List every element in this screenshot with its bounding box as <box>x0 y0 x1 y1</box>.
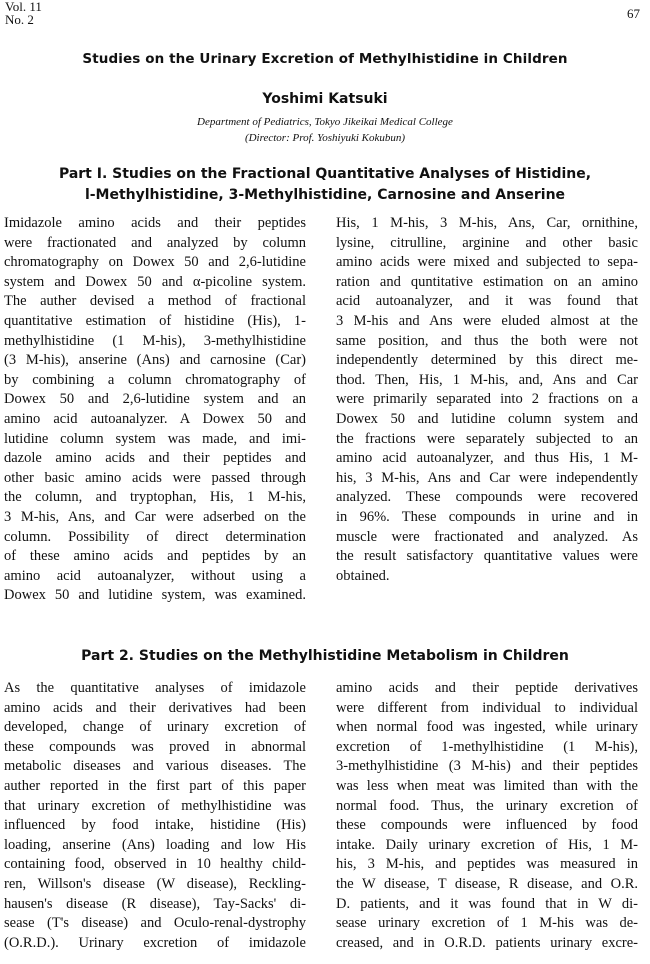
page-number: 67 <box>627 6 640 21</box>
text-line: developed, change of urinary excretion of <box>4 719 306 736</box>
text-line: other basic amino acids were passed through <box>4 469 306 486</box>
text-line: chromatography on Dowex 50 and 2,6-lutidine <box>4 254 306 271</box>
text-line: thod. Then, His, 1 M-his, and, Ans and Car <box>336 371 638 388</box>
part1-heading <box>0 164 650 206</box>
text-line: that urinary excretion of methylhistidine was <box>4 797 306 814</box>
text-line: methylhistidine (1 M-his), 3-methylhistidine <box>4 332 306 349</box>
text-line: same position, and thus the both were not <box>336 332 638 349</box>
text-line: by combining a column chromatography of <box>4 371 306 388</box>
text-line: column. Possibility of direct determination <box>4 528 306 545</box>
part1-left-column <box>4 214 306 606</box>
text-line: Dowex 50 and 2,6-lutidine system and an <box>4 391 306 408</box>
text-line: Dowex 50 and lutidine column system and <box>336 410 638 427</box>
text-line: normal food. Thus, the urinary excretion of <box>336 797 638 814</box>
text-line: His, 1 M-his, 3 M-his, Ans, Car, ornithine, <box>336 215 638 231</box>
text-line: system and Dowex 50 and α-picoline system. <box>4 273 306 290</box>
journal-volume-issue <box>5 0 42 26</box>
text-line: acid autoanalyzer, and it was found that <box>336 293 638 310</box>
text-line: As the quantitative analyses of imidazole <box>4 680 306 696</box>
text-line: these compounds was proved in abnormal <box>4 738 306 755</box>
text-line: amino acids were mixed and subjected to sepa- <box>336 254 638 271</box>
text-line: were primarily separated into 2 fractions on a <box>336 391 638 408</box>
text-line: ren, Willson's disease (W disease), Reckling- <box>4 875 306 892</box>
text-line: his, 3 M-his, Ans and Car were independently <box>336 469 638 486</box>
text-line: excretion of 1-methylhistidine (1 M-his), <box>336 738 638 755</box>
text-line: 3 M-his and Ans were eluded almost at the <box>336 312 638 329</box>
department-line: Department of Pediatrics, Tokyo Jikeikai Medical College <box>197 116 453 128</box>
text-line: were different from individual to individual <box>336 699 638 716</box>
text-line: loading, anserine (Ans) loading and low His <box>4 836 306 853</box>
text-line: sease urinary excretion of 1 M-his was de- <box>336 915 638 932</box>
text-line: analyzed. These compounds were recovered <box>336 489 638 506</box>
text-line: (3 M-his), anserine (Ans) and carnosine (Car) <box>4 352 306 369</box>
part1-heading-line2: l-Methylhistidine, 3-Methylhistidine, Carnosine and Anserine <box>84 187 566 203</box>
text-line: containing food, observed in 10 healthy child- <box>4 856 306 873</box>
text-line: muscle were fractionated and analyzed. As <box>336 528 638 545</box>
text-line: The auther devised a method of fractional <box>4 293 306 310</box>
text-line: ration and quntitative estimation on an amino <box>336 273 638 290</box>
text-line: obtained. <box>336 567 390 584</box>
director-line: (Director: Prof. Yoshiyuki Kokubun) <box>244 132 406 144</box>
text-line: amino acid autoanalyzer, without using a <box>4 567 306 584</box>
article-title: Studies on the Urinary Excretion of Methylhistidine in Children <box>82 51 568 67</box>
text-line: intake. Daily urinary excretion of His, 1 M- <box>336 836 638 853</box>
text-line: hausen's disease (R disease), Tay-Sacks' di- <box>4 895 306 912</box>
text-line: these compounds were influenced by food <box>336 817 638 834</box>
text-line: D. patients, and it was found that in W di- <box>336 895 638 912</box>
issue-label: No. 2 <box>5 12 34 27</box>
text-line: lutidine column system was made, and imi- <box>4 430 306 447</box>
text-line: 3-methylhistidine (3 M-his) and their peptides <box>336 758 638 775</box>
part2-right-column <box>336 679 638 953</box>
author-name: Yoshimi Katsuki <box>262 91 388 107</box>
text-line: was less when meat was limited than with the <box>336 777 638 794</box>
text-line: the result satisfactory quantitative values were <box>336 548 638 565</box>
text-line: the column, and tryptophan, His, 1 M-his, <box>4 489 306 506</box>
text-line: 3 M-his, Ans, and Car were adserbed on the <box>4 508 306 525</box>
text-line: amino acid autoanalyzer, and thus His, 1 M- <box>336 450 638 467</box>
text-line: dazole amino acids and their peptides and <box>4 450 306 467</box>
text-line: the fractions were separately subjected to an <box>336 430 638 447</box>
text-line: independently determined by this direct me- <box>336 352 638 369</box>
text-line: his, 3 M-his, and peptides was measured in <box>336 856 638 873</box>
volume-label: Vol. 11 <box>5 0 42 14</box>
text-line: in 96%. These compounds in urine and in <box>336 508 638 525</box>
text-line: amino acid autoanalyzer. A Dowex 50 and <box>4 410 306 427</box>
part2-left-column <box>4 679 306 953</box>
text-line: quantitative estimation of histidine (His), 1- <box>4 312 306 329</box>
text-line: creased, and in O.R.D. patients urinary excre- <box>336 934 638 951</box>
text-line: were fractionated and analyzed by column <box>4 234 306 251</box>
text-line: Dowex 50 and lutidine system, was examined. <box>4 587 306 604</box>
text-line: when normal food was ingested, while urinary <box>336 719 638 736</box>
part1-heading-line1: Part I. Studies on the Fractional Quantitative Analyses of Histidine, <box>58 166 592 182</box>
text-line: (O.R.D.). Urinary excretion of imidazole <box>4 934 306 951</box>
text-line: metabolic diseases and various diseases. The <box>4 758 306 775</box>
part1-right-column <box>336 214 638 586</box>
text-line: influenced by food intake, histidine (His) <box>4 817 306 834</box>
text-line: amino acids and their peptide derivatives <box>336 680 638 696</box>
part2-heading: Part 2. Studies on the Methylhistidine Metabolism in Children <box>81 648 569 664</box>
text-line: Imidazole amino acids and their peptides <box>4 215 306 231</box>
text-line: the W disease, T disease, R disease, and O.R. <box>336 875 638 892</box>
affiliation <box>0 114 650 146</box>
text-line: of these amino acids and peptides by an <box>4 548 306 565</box>
text-line: amino acids and their derivatives had been <box>4 699 306 716</box>
text-line: sease (T's disease) and Oculo-renal-dystrophy <box>4 915 306 932</box>
text-line: lysine, citrulline, arginine and other basic <box>336 234 638 251</box>
text-line: auther reported in the first part of this paper <box>4 777 306 794</box>
